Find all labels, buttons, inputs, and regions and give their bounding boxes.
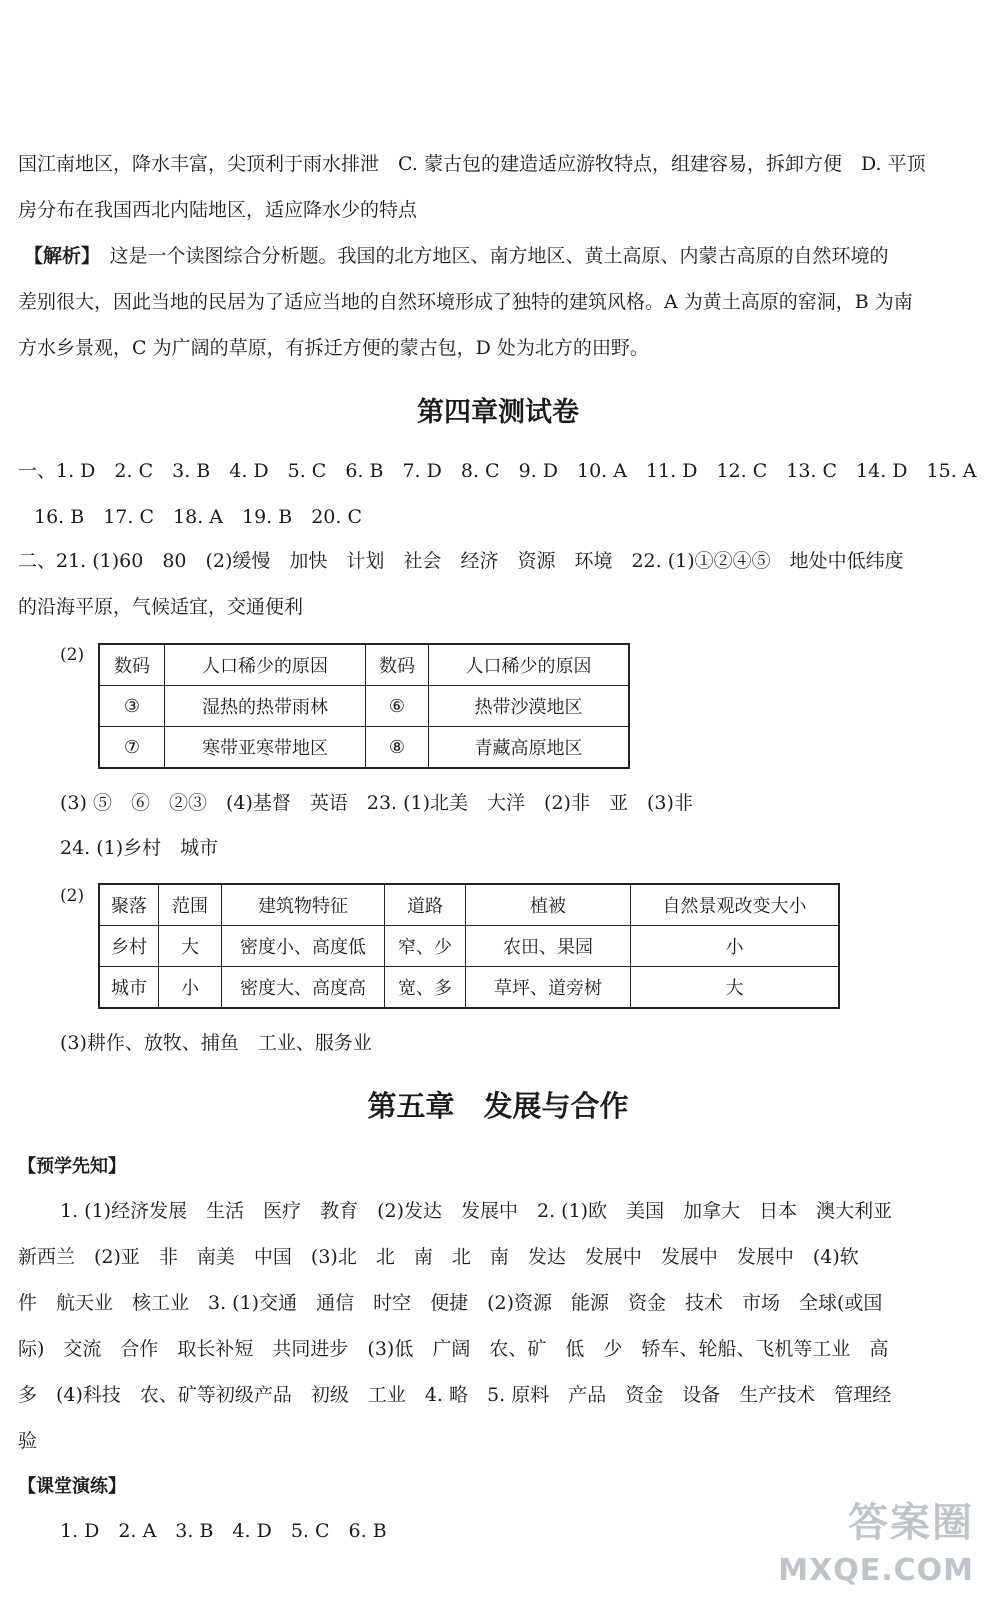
practice-tag: 【课堂演练】 [18, 1476, 126, 1497]
preview-line-6: 验 [18, 1430, 38, 1452]
preview-line-1: 1. (1)经济发展 生活 医疗 教育 (2)发达 发展中 2. (1)欧 美国 加拿大 日本 澳大利亚 [60, 1200, 893, 1222]
table-cell: ⑧ [366, 727, 429, 769]
preview-line-5: 多 (4)科技 农、矿等初级产品 初级 工业 4. 略 5. 原料 产品 资金 设备 生产技术 管理经 [18, 1384, 892, 1406]
practice-line-1: 1. D 2. A 3. B 4. D 5. C 6. B [60, 1520, 387, 1542]
analysis-tag: 【解析】 [24, 245, 91, 267]
chapter4-q21-line-2: 的沿海平原，气候适宜，交通便利 [18, 596, 304, 618]
analysis-line-3: 方水乡景观，C 为广阔的草原，有拆迁方便的蒙古包，D 处为北方的田野。 [18, 337, 649, 359]
watermark-brand: 答案圈 [848, 1500, 974, 1546]
preview-line-2: 新西兰 (2)亚 非 南美 中国 (3)北 北 南 北 南 发达 发展中 发展中 发展中 (4)软 [18, 1246, 859, 1268]
analysis-line-2: 差别很大，因此当地的民居为了适应当地的自然环境形成了独特的建筑风格。A 为黄土高原的窑洞，B 为南 [18, 291, 913, 313]
table-header-cell: 人口稀少的原因 [165, 644, 366, 686]
table-cell: ⑦ [99, 727, 165, 769]
settlement-table [98, 883, 840, 1009]
preview-tag: 【预学先知】 [18, 1156, 126, 1177]
watermark-url: MXQE.COM [778, 1553, 974, 1588]
table-cell: 农田、果园 [466, 926, 631, 967]
table-row [99, 727, 629, 769]
table2-label: (2) [60, 886, 85, 906]
table-cell: 草坪、道旁树 [466, 967, 631, 1009]
continuation-line-1: 国江南地区，降水丰富，尖顶利于雨水排泄 C. 蒙古包的建造适应游牧特点，组建容易，拆卸方便 D. 平顶 [18, 153, 926, 175]
table-row [99, 644, 629, 686]
continuation-line-2: 房分布在我国西北内陆地区，适应降水少的特点 [18, 199, 418, 221]
table-cell: 大 [631, 967, 840, 1009]
table-header-cell: 数码 [99, 644, 165, 686]
table-cell: ⑥ [366, 686, 429, 727]
table-cell: 密度小、高度低 [222, 926, 385, 967]
table-header-cell: 人口稀少的原因 [429, 644, 630, 686]
table-cell: 小 [159, 967, 222, 1009]
preview-line-4: 际) 交流 合作 取长补短 共同进步 (3)低 广阔 农、矿 低 少 轿车、轮船、飞机等工业 高 [18, 1338, 889, 1360]
table-cell: 寒带亚寒带地区 [165, 727, 366, 769]
table-header-cell: 聚落 [99, 884, 159, 926]
population-table [98, 643, 630, 769]
table-cell: 宽、多 [385, 967, 466, 1009]
table-header-cell: 自然景观改变大小 [631, 884, 840, 926]
chapter4-mc-line-1: 一、1. D 2. C 3. B 4. D 5. C 6. B 7. D 8. C 9. D 10. A 11. D 12. C 13. C 14. D 15. A [18, 460, 977, 482]
table-row [99, 884, 839, 926]
analysis-paragraph [24, 243, 889, 269]
table-cell: 大 [159, 926, 222, 967]
table-header-cell: 道路 [385, 884, 466, 926]
table-header-cell: 植被 [466, 884, 631, 926]
table-row [99, 686, 629, 727]
table-cell: 窄、少 [385, 926, 466, 967]
chapter4-mc-line-2: 16. B 17. C 18. A 19. B 20. C [34, 506, 363, 528]
table-cell: 热带沙漠地区 [429, 686, 630, 727]
table-cell: 青藏高原地区 [429, 727, 630, 769]
table-row [99, 967, 839, 1009]
chapter4-q21-line-1: 二、21. (1)60 80 (2)缓慢 加快 计划 社会 经济 资源 环境 22. (1)①②④⑤ 地处中低纬度 [18, 550, 904, 572]
table-cell: 城市 [99, 967, 159, 1009]
chapter4-q24-line-1: 24. (1)乡村 城市 [60, 837, 219, 859]
table-row [99, 926, 839, 967]
preview-line-3: 件 航天业 核工业 3. (1)交通 通信 时空 便捷 (2)资源 能源 资金 技术 市场 全球(或国 [18, 1292, 883, 1314]
analysis-text-1: 这是一个读图综合分析题。我国的北方地区、南方地区、黄土高原、内蒙古高原的自然环境的 [90, 245, 889, 267]
table-cell: 密度大、高度高 [222, 967, 385, 1009]
chapter5-title: 第五章 发展与合作 [367, 1089, 629, 1123]
table-cell: 小 [631, 926, 840, 967]
chapter4-title: 第四章测试卷 [417, 397, 579, 428]
table1-label: (2) [60, 645, 85, 665]
table-header-cell: 范围 [159, 884, 222, 926]
table-header-cell: 建筑物特征 [222, 884, 385, 926]
chapter4-q22-line-3: (3) ⑤ ⑥ ②③ (4)基督 英语 23. (1)北美 大洋 (2)非 亚 (3)非 [60, 792, 693, 814]
table-cell: 湿热的热带雨林 [165, 686, 366, 727]
table-cell: ③ [99, 686, 165, 727]
table-cell: 乡村 [99, 926, 159, 967]
chapter4-q24-line-3: (3)耕作、放牧、捕鱼 工业、服务业 [60, 1032, 372, 1054]
table-header-cell: 数码 [366, 644, 429, 686]
